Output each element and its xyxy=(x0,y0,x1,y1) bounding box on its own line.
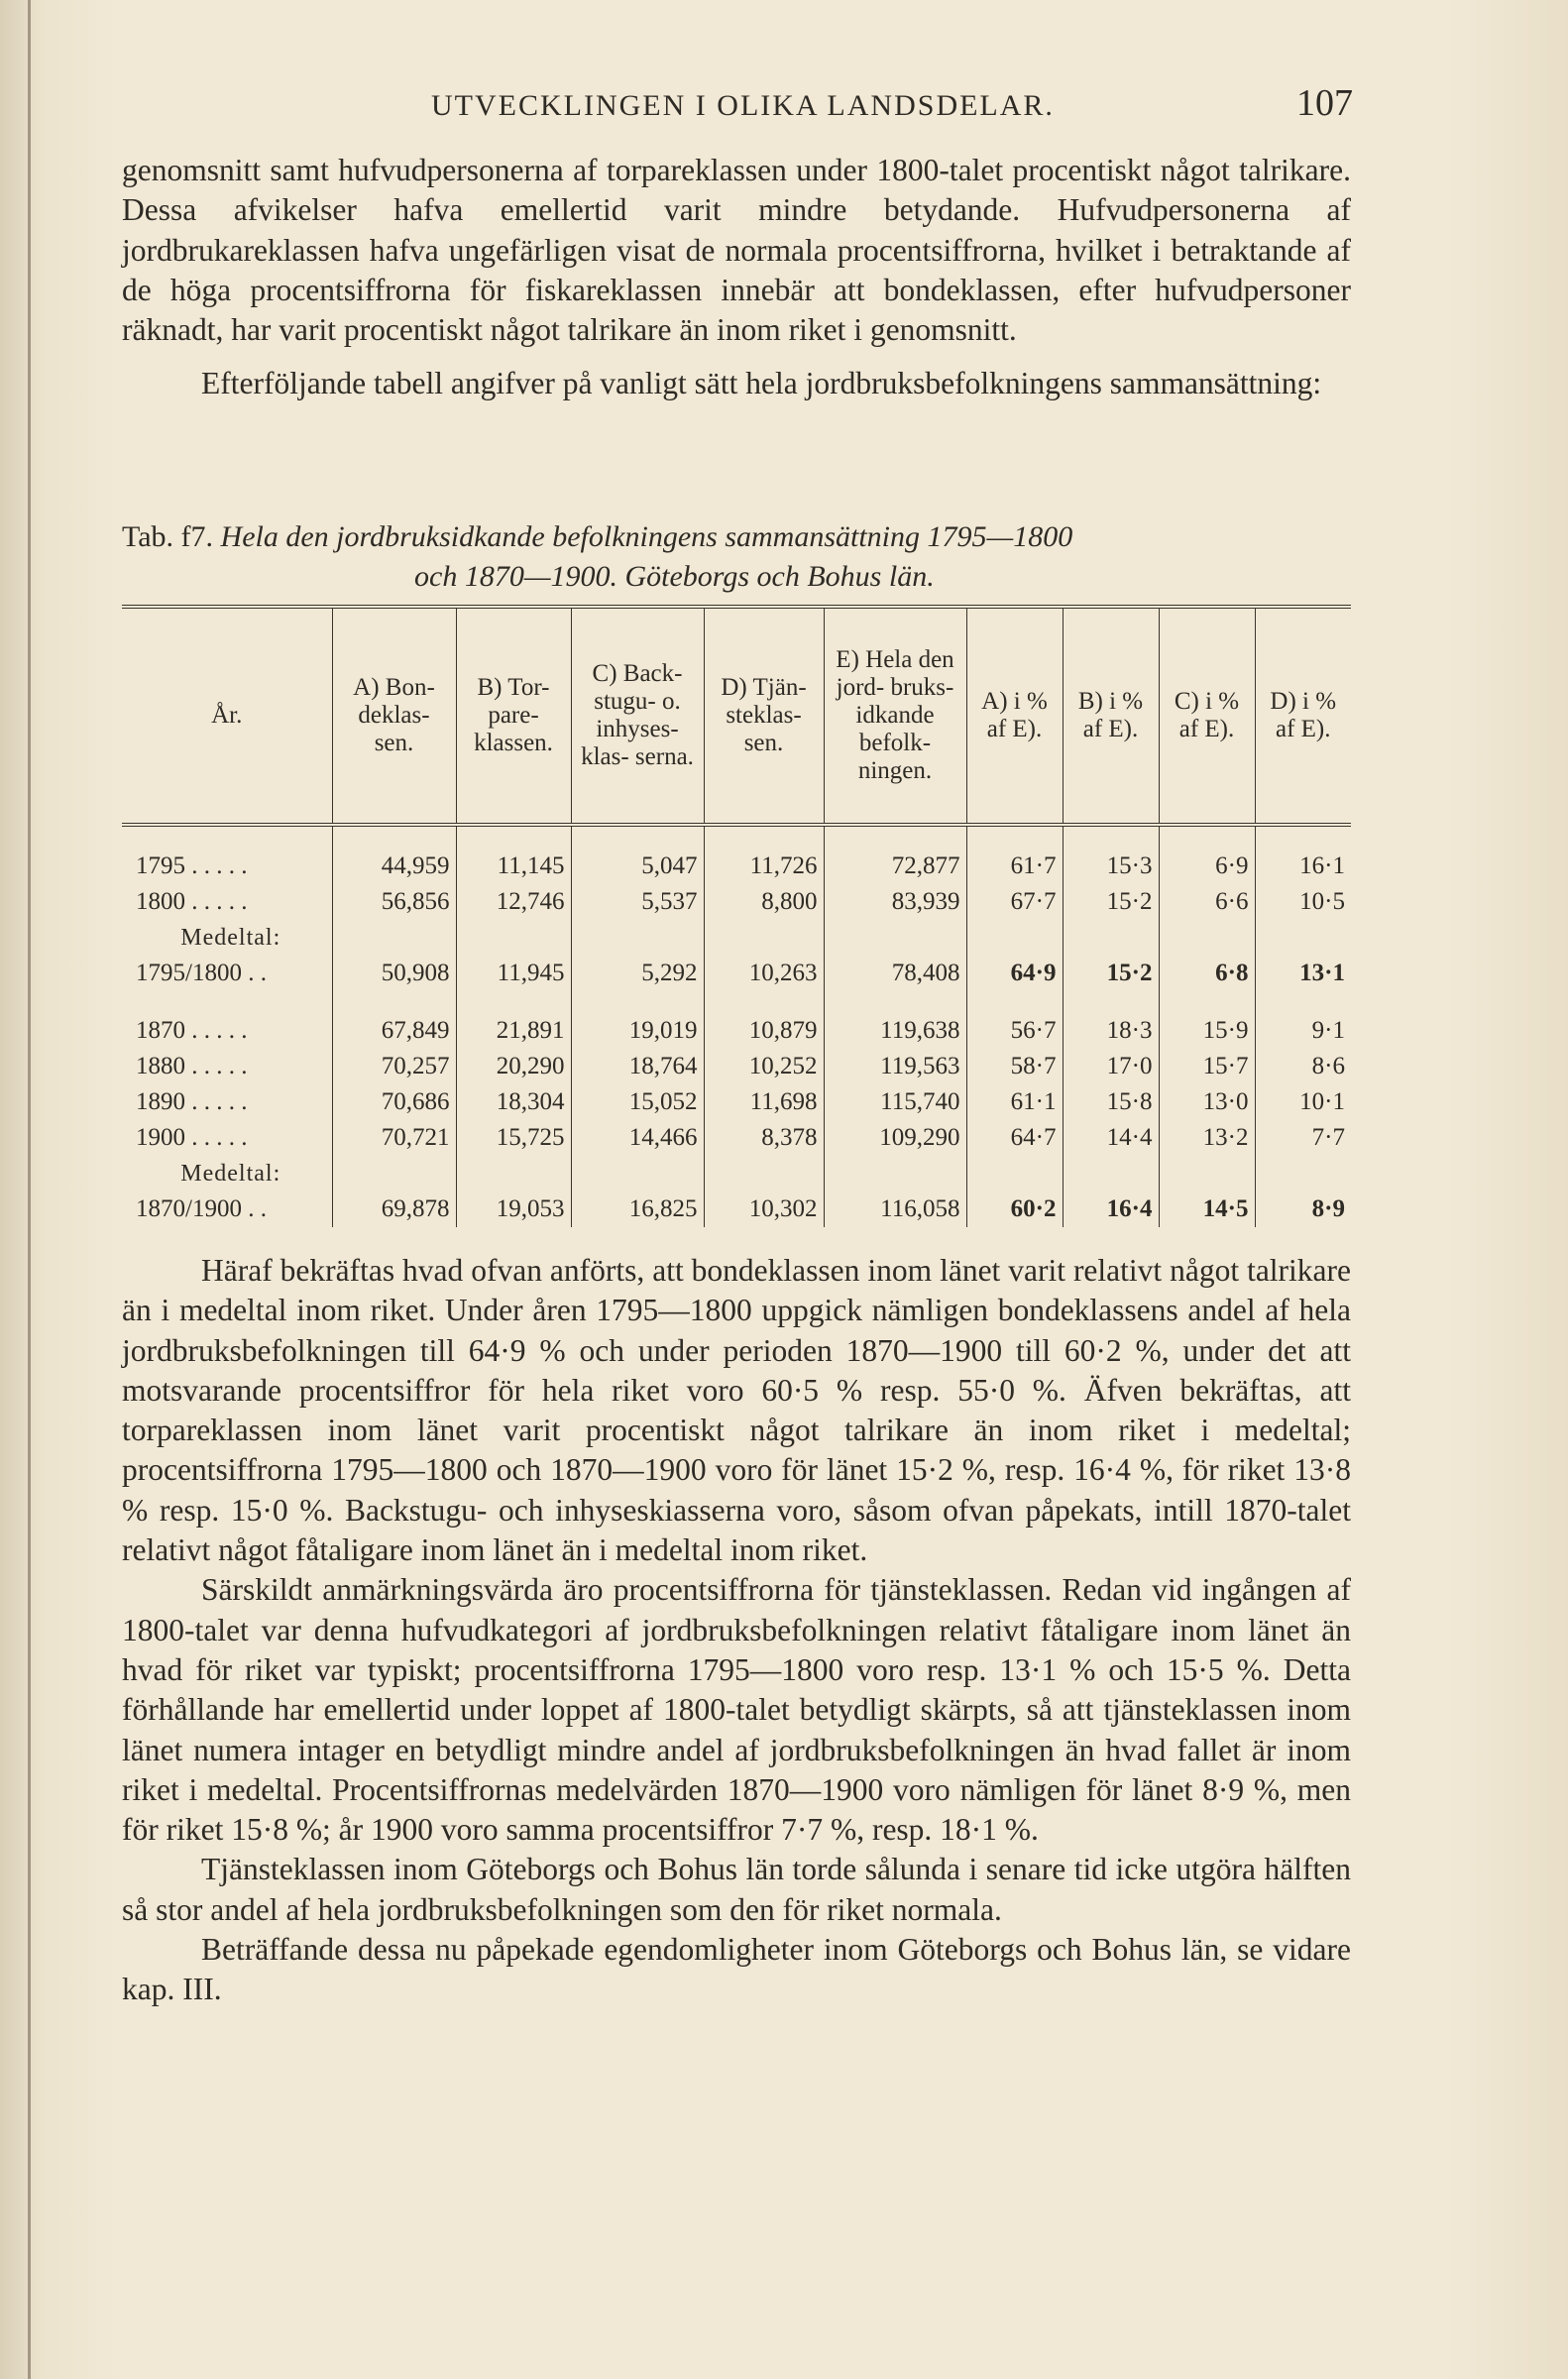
cell-year: 1890 . . . . . xyxy=(136,1088,248,1115)
cell-e: 78,408 xyxy=(824,956,966,991)
mean-label: Medeltal: xyxy=(180,1160,281,1187)
cell-pc: 13·0 xyxy=(1159,1084,1255,1120)
paragraph-6: Beträffande dessa nu påpekade egendomligheter inom Göteborgs och Bohus län, se vidare kap. III. xyxy=(122,1932,1351,2007)
running-title: UTVECKLINGEN I OLIKA LANDSDELAR. xyxy=(431,89,1055,122)
cell-a: 70,257 xyxy=(332,1049,456,1084)
mean-label-row xyxy=(122,920,1351,956)
table-body xyxy=(122,825,1351,1227)
statistics-table xyxy=(122,605,1351,1227)
header-pa: A) i % af E). xyxy=(966,607,1063,825)
cell-pb: 16·4 xyxy=(1063,1191,1159,1227)
header-d: D) Tjän- steklas- sen. xyxy=(704,607,824,825)
cell-d: 11,698 xyxy=(704,1084,824,1120)
caption-line-1: Hela den jordbruksidkande befolkningens sammansättning 1795—1800 xyxy=(220,520,1073,553)
cell-pc: 6·8 xyxy=(1159,956,1255,991)
cell-pa: 56·7 xyxy=(966,1013,1063,1049)
cell-pd: 8·6 xyxy=(1255,1049,1351,1084)
page-number: 107 xyxy=(1296,82,1353,124)
mean-row xyxy=(122,1191,1351,1227)
cell-b: 18,304 xyxy=(456,1084,571,1120)
cell-pa: 61·1 xyxy=(966,1084,1063,1120)
cell-a: 70,721 xyxy=(332,1120,456,1156)
cell-pb: 15·2 xyxy=(1063,956,1159,991)
cell-pa: 67·7 xyxy=(966,884,1063,920)
cell-pa: 61·7 xyxy=(966,849,1063,884)
paragraph-5: Tjänsteklassen inom Göteborgs och Bohus län torde sålunda i senare tid icke utgöra hälften så stor andel af hela jordbruksbefolkningen som den för riket normala. xyxy=(122,1852,1351,1927)
table-row xyxy=(122,1120,1351,1156)
cell-c: 5,047 xyxy=(571,849,704,884)
cell-c: 18,764 xyxy=(571,1049,704,1084)
paragraph-4: Särskildt anmärkningsvärda äro procentsiffrorna för tjänsteklassen. Redan vid ingången af 1800-talet var denna hufvudkategori af jordbruksbefolkningen relativt fåtaligare inom länet än hvad för riket var typiskt; procentsiffrorna 1795—1800 voro resp. 13·1 % och 15·5 %. Detta förhållande har emellertid under loppet af 1800-talet betydligt skärpts, så att tjänsteklassen inom länet numera intager en betydligt mindre andel af jordbruksbefolkningen än hvad fallet är inom riket i medeltal. Procentsiffrornas medelvärden 1870—1900 voro nämligen för länet 8·9 %, men för riket 15·8 %; år 1900 voro samma procentsiffror 7·7 %, resp. 18·1 %. xyxy=(122,1572,1351,1848)
binding-edge xyxy=(28,0,31,2379)
cell-pa: 64·7 xyxy=(966,1120,1063,1156)
cell-b: 11,145 xyxy=(456,849,571,884)
cell-d: 8,378 xyxy=(704,1120,824,1156)
cell-pc: 6·6 xyxy=(1159,884,1255,920)
cell-pb: 15·3 xyxy=(1063,849,1159,884)
header-year: År. xyxy=(211,702,243,729)
cell-pc: 13·2 xyxy=(1159,1120,1255,1156)
cell-pc: 6·9 xyxy=(1159,849,1255,884)
cell-year: 1795/1800 . . xyxy=(136,960,267,986)
cell-year: 1795 . . . . . xyxy=(136,852,248,879)
caption-line-2: och 1870—1900. Göteborgs och Bohus län. xyxy=(414,560,935,593)
cell-c: 5,292 xyxy=(571,956,704,991)
intro-text xyxy=(122,151,1351,404)
cell-d: 8,800 xyxy=(704,884,824,920)
table-header-row xyxy=(122,607,1351,825)
cell-d: 10,252 xyxy=(704,1049,824,1084)
cell-pd: 7·7 xyxy=(1255,1120,1351,1156)
header-c: C) Back- stugu- o. inhyses- klas- serna. xyxy=(571,607,704,825)
cell-pc: 15·9 xyxy=(1159,1013,1255,1049)
cell-e: 119,563 xyxy=(824,1049,966,1084)
paragraph-3: Häraf bekräftas hvad ofvan anförts, att bondeklassen inom länet varit relativt något talrikare än i medeltal inom riket. Under åren 1795—1800 uppgick nämligen bondeklassens andel af hela jordbruksbefolkningen till 64·9 % och under perioden 1870—1900 till 60·2 %, under det att motsvarande procentsiffror för hela riket voro 60·5 % resp. 55·0 %. Äfven bekräftas, att torpareklassen inom länet varit procentiskt något talrikare än inom riket i medeltal; procentsiffrorna 1795—1800 och 1870—1900 voro för länet 15·2 %, resp. 16·4 %, för riket 13·8 % resp. 15·0 %. Backstugu- och inhyseskiasserna voro, såsom ofvan påpekats, intill 1870-talet relativt något fåtaligare inom länet än i medeltal inom riket. xyxy=(122,1253,1351,1568)
mean-row xyxy=(122,956,1351,991)
cell-pb: 14·4 xyxy=(1063,1120,1159,1156)
table-row xyxy=(122,1013,1351,1049)
cell-b: 11,945 xyxy=(456,956,571,991)
cell-a: 67,849 xyxy=(332,1013,456,1049)
mean-label: Medeltal: xyxy=(180,924,281,951)
cell-e: 116,058 xyxy=(824,1191,966,1227)
discussion-text xyxy=(122,1251,1351,2010)
table-row xyxy=(122,1084,1351,1120)
header-pd: D) i % af E). xyxy=(1255,607,1351,825)
header-e: E) Hela den jord- bruks- idkande befolk- ningen. xyxy=(824,607,966,825)
cell-d: 10,263 xyxy=(704,956,824,991)
table-row xyxy=(122,849,1351,884)
cell-e: 109,290 xyxy=(824,1120,966,1156)
paragraph-1: genomsnitt samt hufvudpersonerna af torpareklassen under 1800-talet procentiskt något talrikare. Dessa afvikelser hafva emellertid varit mindre betydande. Hufvudpersonerna af jordbrukareklassen hafva ungefärligen visat de normala procentsiffrorna, hvilket i betraktande af de höga procentsiffrorna för fiskareklassen innebär att bondeklassen, efter hufvudpersoner räknadt, har varit procentiskt något talrikare än inom riket i genomsnitt. xyxy=(122,153,1351,348)
header-a: A) Bon- deklas- sen. xyxy=(332,607,456,825)
cell-c: 16,825 xyxy=(571,1191,704,1227)
cell-b: 15,725 xyxy=(456,1120,571,1156)
table-caption xyxy=(122,517,1351,597)
cell-year: 1880 . . . . . xyxy=(136,1053,248,1079)
cell-b: 19,053 xyxy=(456,1191,571,1227)
table-row xyxy=(122,884,1351,920)
cell-d: 11,726 xyxy=(704,849,824,884)
cell-pa: 64·9 xyxy=(966,956,1063,991)
statistics-table-wrap xyxy=(122,605,1351,1235)
table-number: Tab. f7. xyxy=(122,520,214,553)
cell-year: 1800 . . . . . xyxy=(136,888,248,915)
cell-a: 50,908 xyxy=(332,956,456,991)
cell-pd: 9·1 xyxy=(1255,1013,1351,1049)
cell-a: 44,959 xyxy=(332,849,456,884)
cell-pd: 10·1 xyxy=(1255,1084,1351,1120)
paragraph-2: Efterföljande tabell angifver på vanligt sätt hela jordbruksbefolkningens sammansättning: xyxy=(201,366,1322,401)
cell-c: 5,537 xyxy=(571,884,704,920)
cell-pc: 15·7 xyxy=(1159,1049,1255,1084)
cell-pd: 8·9 xyxy=(1255,1191,1351,1227)
cell-pc: 14·5 xyxy=(1159,1191,1255,1227)
cell-b: 20,290 xyxy=(456,1049,571,1084)
page-header xyxy=(124,81,1353,131)
cell-a: 69,878 xyxy=(332,1191,456,1227)
cell-a: 56,856 xyxy=(332,884,456,920)
cell-pd: 10·5 xyxy=(1255,884,1351,920)
cell-pb: 18·3 xyxy=(1063,1013,1159,1049)
header-pc: C) i % af E). xyxy=(1159,607,1255,825)
cell-year: 1870 . . . . . xyxy=(136,1017,248,1044)
mean-label-row xyxy=(122,1156,1351,1191)
cell-pd: 13·1 xyxy=(1255,956,1351,991)
cell-pb: 15·8 xyxy=(1063,1084,1159,1120)
cell-pb: 17·0 xyxy=(1063,1049,1159,1084)
cell-c: 15,052 xyxy=(571,1084,704,1120)
cell-c: 14,466 xyxy=(571,1120,704,1156)
cell-pa: 58·7 xyxy=(966,1049,1063,1084)
cell-year: 1900 . . . . . xyxy=(136,1124,248,1151)
cell-d: 10,879 xyxy=(704,1013,824,1049)
header-b: B) Tor- pare- klassen. xyxy=(456,607,571,825)
cell-b: 12,746 xyxy=(456,884,571,920)
cell-pd: 16·1 xyxy=(1255,849,1351,884)
cell-a: 70,686 xyxy=(332,1084,456,1120)
cell-e: 83,939 xyxy=(824,884,966,920)
cell-e: 72,877 xyxy=(824,849,966,884)
header-pb: B) i % af E). xyxy=(1063,607,1159,825)
cell-year: 1870/1900 . . xyxy=(136,1195,267,1222)
table-row xyxy=(122,1049,1351,1084)
cell-pb: 15·2 xyxy=(1063,884,1159,920)
cell-e: 119,638 xyxy=(824,1013,966,1049)
cell-pa: 60·2 xyxy=(966,1191,1063,1227)
cell-e: 115,740 xyxy=(824,1084,966,1120)
cell-b: 21,891 xyxy=(456,1013,571,1049)
cell-c: 19,019 xyxy=(571,1013,704,1049)
cell-d: 10,302 xyxy=(704,1191,824,1227)
